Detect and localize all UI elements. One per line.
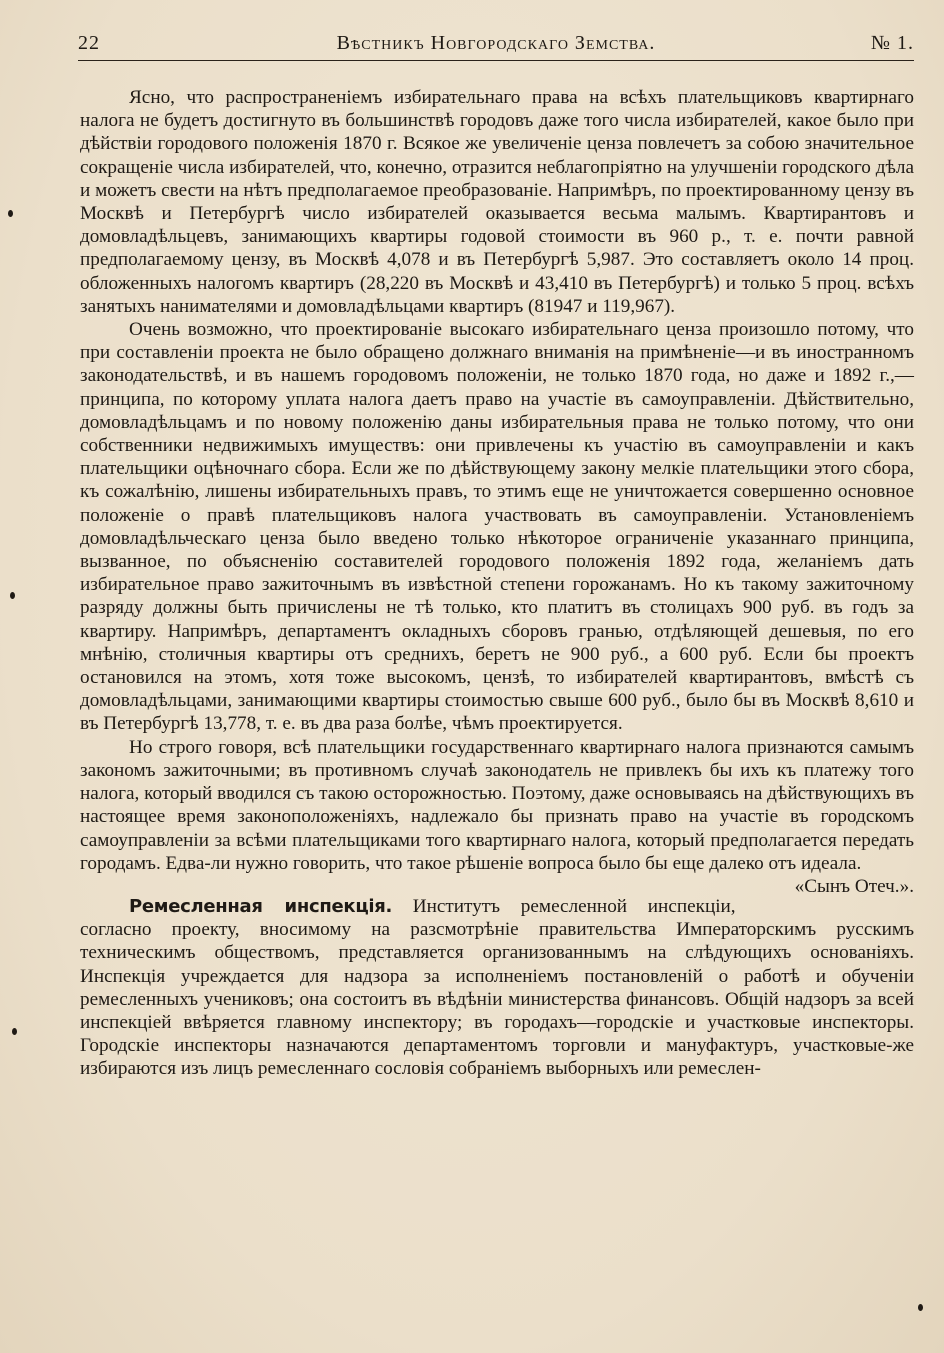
section-ремесленная-инспекция	[80, 895, 914, 1081]
section-text: Институтъ ремесленной инспекціи, согласно проекту, вносимому на разсмотрѣніе правительства Императорскимъ русскимъ техническимъ обществомъ, представляется организованнымъ на слѣдующихъ основаніяхъ. Инспекція учреждается для надзора за исполненіемъ постановленій о работѣ и обученіи ремесленныхъ учениковъ; она состоитъ въ вѣдѣніи министерства финансовъ. Общій надзоръ за всей инспекціей ввѣряется главному инспектору; въ городахъ—городскіе и участковые инспекторы. Городскіе инспекторы назначаются департаментомъ торговли и мануфактуръ, участковые-же избираются изъ лицъ ремесленнаго сословія собраніемъ выборныхъ или ремеслен-	[80, 895, 914, 1080]
article-body	[80, 86, 914, 1081]
paragraph-3	[80, 736, 914, 897]
page-number: 22	[78, 32, 100, 54]
section-rubric: Ремесленная инспекція.	[129, 895, 393, 917]
source-signature: «Сынъ Отеч.».	[794, 875, 914, 897]
journal-title: Вѣстникъ Новгородскаго Земства.	[336, 32, 656, 54]
page-header	[78, 30, 914, 60]
ink-speck	[8, 210, 13, 217]
ink-speck	[12, 1028, 17, 1035]
paragraph-2: Очень возможно, что проектированіе высокаго избирательнаго ценза произошло потому, что при составленіи проекта не было обращено должнаго вниманія на примѣненіе—и въ иностранномъ законодательствѣ, и въ нашемъ городовомъ положеніи, не только 1870 года, но даже и 1892 г.,—принципа, по которому уплата налога даетъ право на участіе въ самоуправленіи. Дѣйствительно, домовладѣльцамъ и по новому положенію даны избирательныя права не только потому, что они собственники недвижимыхъ имуществъ: они привлечены къ участію въ самоуправленіи и какъ плательщики оцѣночнаго сбора. Если же по дѣйствующему закону мелкіе плательщики этого сбора, къ сожалѣнію, лишены избирательныхъ правъ, то этимъ еще не уничтожается совершенно основное положеніе о правѣ плательщиковъ налога участвовать въ самоуправленіи. Установленіемъ домовладѣльческаго ценза было введено только нѣкоторое ограниченіе указаннаго принципа, вызванное, по объясненію составителей городового положенія 1892 года, желаніемъ дать избирательное право зажиточнымъ въ извѣстной степени горожанамъ. Но къ такому зажиточному разряду должны быть причислены не тѣ только, кто платитъ въ столицахъ 900 руб. въ годъ за квартиру. Напримѣръ, департаментъ окладныхъ сборовъ гранью, отдѣляющей дешевыя, по его мнѣнію, столичныя квартиры отъ среднихъ, беретъ не 900 руб., а 600 руб. Если бы проектъ остановился на этомъ, хотя тоже высокомъ, цензѣ, то избирателей квартирантовъ, вмѣстѣ съ домовладѣльцами, занимающими квартиры стоимостью свыше 600 руб., было бы въ Москвѣ 8,610 и въ Петербургѣ 13,778, т. е. въ два раза болѣе, чѣмъ проектируется.	[80, 319, 914, 735]
paragraph-3-text: Но строго говоря, всѣ плательщики государственнаго квартирнаго налога признаются самымъ закономъ зажиточными; въ противномъ случаѣ законодатель не привлекъ бы ихъ къ платежу того налога, который вводился съ такою осторожностью. Поэтому, даже основываясь на дѣйствующихъ въ настоящее время законоположеніяхъ, надлежало бы признать право на участіе въ городскомъ самоуправленіи за всѣми плательщиками того квартирнаго налога, который предполагается передать городамъ. Едва-ли нужно говорить, что такое рѣшеніе вопроса было бы еще далеко отъ идеала.	[80, 736, 914, 874]
ink-speck	[10, 592, 15, 599]
paragraph-1: Ясно, что распространеніемъ избирательнаго права на всѣхъ плательщиковъ квартирнаго налога не будетъ достигнуто въ большинствѣ городовъ даже того числа избирателей, какое было при дѣйствіи городового положенія 1870 г. Всякое же увеличеніе ценза повлечетъ за собою значительное сокращеніе числа избирателей, что, конечно, отразится неблагопріятно на улучшеніи городского дѣла и можетъ свести на нѣтъ предполагаемое преобразованіе. Напримѣръ, по проектированному цензу въ Москвѣ и Петербургѣ число избирателей оказывается весьма малымъ. Квартирантовъ и домовладѣльцевъ, занимающихъ квартиры годовой стоимости въ 960 р., т. е. почти равной предполагаемому цензу, въ Москвѣ 4,078 и въ Петербургѣ 5,987. Это составляетъ около 14 проц. обложенныхъ налогомъ квартиръ (28,220 въ Москвѣ и 43,410 въ Петербургѣ) и только 5 проц. всѣхъ занятыхъ нанимателями и домовладѣльцами квартиръ (81947 и 119,967).	[80, 87, 914, 317]
issue-number: № 1.	[870, 32, 914, 54]
header-rule	[78, 60, 914, 61]
ink-speck	[918, 1304, 923, 1311]
